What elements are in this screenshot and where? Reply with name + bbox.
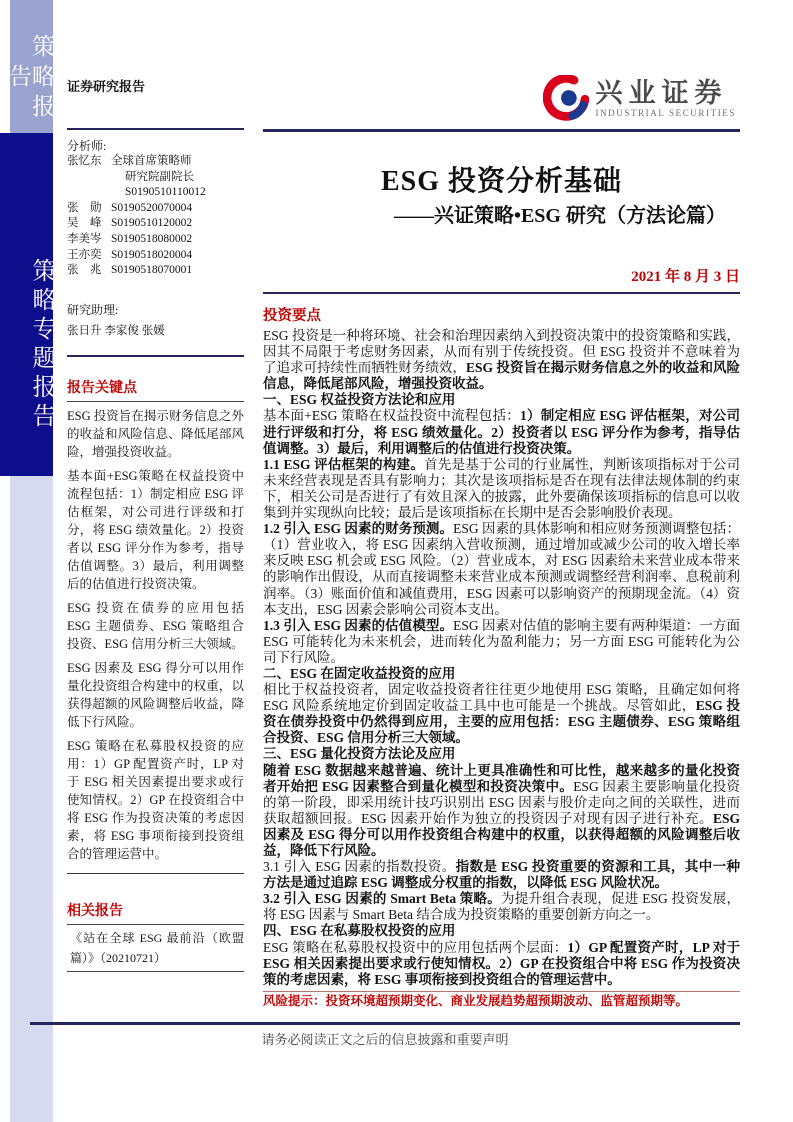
report-body <box>263 328 740 988</box>
bold-text-run: 随着 ESG 数据越来越普遍、统计上更具准确性和可比性，越来越多的量化投资者开始把 ESG 因素整合到量化模型和投资决策中。 <box>263 762 740 794</box>
bold-text-run: ESG 因素及 ESG 得分可以用作投资组合构建中的权重，以获得超额的风险调整后收益，降低下行风险。 <box>263 810 740 858</box>
analyst-row <box>67 170 244 186</box>
analyst-row <box>67 232 244 248</box>
text-run: ESG 投资是一种将环境、社会和治理因素纳入到投资决策中的投资策略和实践，因其不局限于考虑财务因素，从而有别于传统投资。但 ESG 投资并不意味着为了追求可持续性而牺牲财务绩效， <box>263 328 740 376</box>
analyst-credential: S0190518020004 <box>111 248 193 261</box>
analyst-credential: 全球首席策略师 <box>111 155 192 167</box>
section-heading <box>263 923 740 939</box>
section-heading <box>263 392 740 408</box>
key-point-paragraph: ESG 因素及 ESG 得分可以用作量化投资组合构建中的权重，以获得超额的风险调整后收益，降低下行风险。 <box>67 660 244 729</box>
divider <box>67 873 244 874</box>
text-run: 相比于权益投资者，固定收益投资者往往更少地使用 ESG 策略，且确定如何将 ESG 风险系统地定价到固定收益工具中也可能是一个挑战。尽管如此， <box>263 682 740 714</box>
main-column <box>263 0 740 1009</box>
analyst-name: 李美岑 <box>67 232 102 245</box>
bold-text-run: 3.2 引入 ESG 因素的 Smart Beta 策略。 <box>263 891 502 907</box>
analyst-credential: S0190518080002 <box>111 232 193 245</box>
document-title: ESG 投资分析基础 <box>380 166 623 197</box>
bold-text-run: ESG 投资旨在揭示财务信息之外的收益和风险信息，降低尾部风险，增强投资收益。 <box>263 360 741 392</box>
body-paragraph <box>263 763 740 860</box>
assistants-label: 研究助理: <box>67 302 119 317</box>
text-run: 为提升组合表现，促进 ESG 投资发展，将 ESG 因素与 Smart Beta 结合成为投资策略的重要创新方向之一。 <box>263 891 740 923</box>
analyst-name: 王亦奕 <box>67 248 102 261</box>
text-run: 3.1 引入 ESG 因素的指数投资。 <box>263 859 456 875</box>
bold-text-run: ESG 投资在债券投资中仍然得到应用，主要的应用包括：ESG 主题债券、ESG 策略组合投资、ESG 信用分析三大领域。 <box>263 698 740 746</box>
bold-text-run: 1）GP 配置资产时，LP 对于 ESG 相关因素提出要求或行使知情权。2）GP 在投资组合中将 ESG 作为投资决策的考虑因素，将 ESG 事项衔接到投资组合的管理运营中。 <box>263 939 740 987</box>
body-paragraph <box>263 457 740 521</box>
key-point-paragraph: 基本面+ESG策略在权益投资中流程包括：1）制定相应 ESG 评估框架，对公司进行评级和打分，将 ESG 绩效量化。2）投资者以 ESG 评分作为参考，指导估值调整。3）最后，利用调整后的估值进行投资决策。 <box>67 468 244 591</box>
analyst-name: 张 兆 <box>67 264 102 277</box>
key-points-title: 报告关键点 <box>67 380 137 396</box>
report-type-label: 证券研究报告 <box>67 79 146 94</box>
analyst-row <box>67 185 244 201</box>
related-report-entry[interactable]: 《站在全球 ESG 最前沿（欧盟篇）》（20210721） <box>70 930 244 965</box>
text-run: ESG 因素的具体影响和相应财务预测调整包括：（1）营业收入，将 ESG 因素纳入营收预测，通过增加或减少公司的收入增长率来反映 ESG 机会或 ESG 风险。（2）营业成本，对 ESG 因素给未来营业成本带来的影响作出假设，从而直接调整未来营业成本预测或调整经营利润率、息税前利润率。（3）账面价值和减值费用，ESG 因素可以影响资产的预期现金流。（4）资本支出，ESG 因素会影响公司资本支出。 <box>263 521 740 617</box>
brand-name-cn: 兴业证券 <box>595 77 728 108</box>
risk-note: 风险提示：投资环境超预期变化、商业发展趋势超预期波动、监管超预期等。 <box>263 991 740 1009</box>
text-run: 首先是基于公司的行业属性，判断该项指标对于公司未来经营表现是否具有影响力；其次是该项指标是否在现有法律法规体制的约束下，相关公司是否进行了有效且深入的披露，此外要确保该项指标的信息可以收集到并实现纵向比较；最后是该项指标在长期中是否会影响股价表现。 <box>263 456 741 521</box>
analyst-name: 张 勋 <box>67 201 102 214</box>
text-run: ESG 策略在私募股权投资中的应用包括两个层面： <box>263 939 568 955</box>
section-heading <box>263 666 740 682</box>
bold-text-run: 指数是 ESG 投资重要的资源和工具，其中一种方法是通过追踪 ESG 调整成分权重的指数，以降低 ESG 风险状况。 <box>263 859 740 891</box>
sidebar-band-top-label: 策略报告 <box>6 34 54 124</box>
document-subtitle: ——兴证策略•ESG 研究（方法论篇） <box>393 205 726 227</box>
analyst-list <box>67 154 244 279</box>
sidebar-band-bottom <box>10 476 53 1122</box>
divider <box>67 128 244 130</box>
brand-text <box>595 78 736 119</box>
text-run: ESG 因素对估值的影响主要有两种渠道：一方面 ESG 可能转化为未来机会，进而转化为盈利能力；另一方面 ESG 可能转化为公司下行风险。 <box>263 617 740 665</box>
analyst-row <box>67 248 244 264</box>
analyst-name <box>67 170 111 186</box>
divider <box>67 971 244 972</box>
divider <box>67 355 244 357</box>
bold-text-run: 1.1 ESG 评估框架的构建。 <box>263 456 425 472</box>
bold-text-run: 1.2 引入 ESG 因素的财务预测。 <box>263 521 454 537</box>
key-point-paragraph: ESG 投资旨在揭示财务信息之外的收益和风险信息、降低尾部风险，增强投资收益。 <box>67 408 244 459</box>
analyst-name <box>67 185 111 201</box>
section-heading <box>263 746 740 762</box>
left-info-column <box>67 0 244 972</box>
sidebar-band-strategy-topic-report <box>0 133 53 476</box>
analyst-credential: S0190520070004 <box>111 201 193 214</box>
analyst-row <box>67 216 244 232</box>
divider <box>263 292 740 294</box>
footer-disclaimer: 请务必阅读正文之后的信息披露和重要声明 <box>261 1032 509 1047</box>
key-point-paragraph: ESG 策略在私募股权投资的应用：1）GP 配置资产时，LP 对于 ESG 相关因素提出要求或行使知情权。2）GP 在投资组合中将 ESG 作为投资决策的考虑因素，将 ESG 事项衔接到投资组合的管理运营中。 <box>67 738 244 861</box>
body-paragraph <box>263 859 740 891</box>
bold-text-run: 1）制定相应 ESG 评估框架，对公司进行评级和打分，将 ESG 绩效量化。2）投资者以 ESG 评分作为参考，指导估值调整。3）最后，利用调整后的估值进行投资决策。 <box>263 408 740 456</box>
assistants-names: 张日升 李家俊 张媛 <box>67 324 165 337</box>
footer-divider <box>30 1022 740 1025</box>
analysts-label: 分析师: <box>67 139 107 153</box>
bold-text-run: 1.3 引入 ESG 因素的估值模型。 <box>263 617 454 633</box>
body-paragraph <box>263 940 740 988</box>
report-date: 2021 年 8 月 3 日 <box>631 269 740 285</box>
text-run: ESG 因素主要影响量化投资的第一阶段，即采用统计技巧识别出 ESG 因素与股价走向之间的关联性，进而获取超额回报。ESG 因素开始作为独立的投资因子对现有因子进行补充。 <box>263 778 740 826</box>
bold-text-run: 一、ESG 权益投资方法论和应用 <box>263 392 456 408</box>
bold-text-run: 四、ESG 在私募股权投资的应用 <box>263 923 456 939</box>
analyst-row <box>67 201 244 217</box>
body-paragraph <box>263 618 740 666</box>
analyst-credential: S0190510120002 <box>111 217 193 230</box>
key-point-paragraph: ESG 投资在债券的应用包括 ESG 主题债券、ESG 策略组合投资、ESG 信用分析三大领域。 <box>67 600 244 651</box>
brand-name-en: INDUSTRIAL SECURITIES <box>595 107 736 118</box>
body-paragraph <box>263 521 740 618</box>
body-paragraph <box>263 408 740 456</box>
divider <box>263 129 740 132</box>
analyst-row <box>67 263 244 279</box>
key-points-body <box>67 407 244 863</box>
related-reports-title: 相关报告 <box>67 903 123 919</box>
investment-highlights-title: 投资要点 <box>263 308 321 324</box>
body-paragraph <box>263 328 740 392</box>
bold-text-run: 三、ESG 量化投资方法论及应用 <box>263 746 456 762</box>
body-paragraph <box>263 682 740 746</box>
divider <box>67 924 244 925</box>
sidebar-band-mid-label: 策略专题报告 <box>28 258 54 432</box>
sidebar-band-strategy-report <box>6 0 54 133</box>
analyst-credential: 研究院副院长 <box>125 170 194 183</box>
text-run: 基本面+ESG 策略在权益投资中流程包括： <box>263 408 520 424</box>
analyst-credential: S0190518070001 <box>111 264 193 277</box>
industrial-securities-swirl-icon <box>543 75 589 121</box>
divider <box>67 401 244 402</box>
analyst-credential: S0190510110012 <box>125 186 206 199</box>
brand-logo <box>263 72 740 124</box>
bold-text-run: 二、ESG 在固定收益投资的应用 <box>263 665 456 681</box>
analyst-name: 吴 峰 <box>67 217 102 230</box>
analyst-row <box>67 154 244 170</box>
analyst-name: 张忆东 <box>67 155 102 167</box>
body-paragraph <box>263 891 740 923</box>
